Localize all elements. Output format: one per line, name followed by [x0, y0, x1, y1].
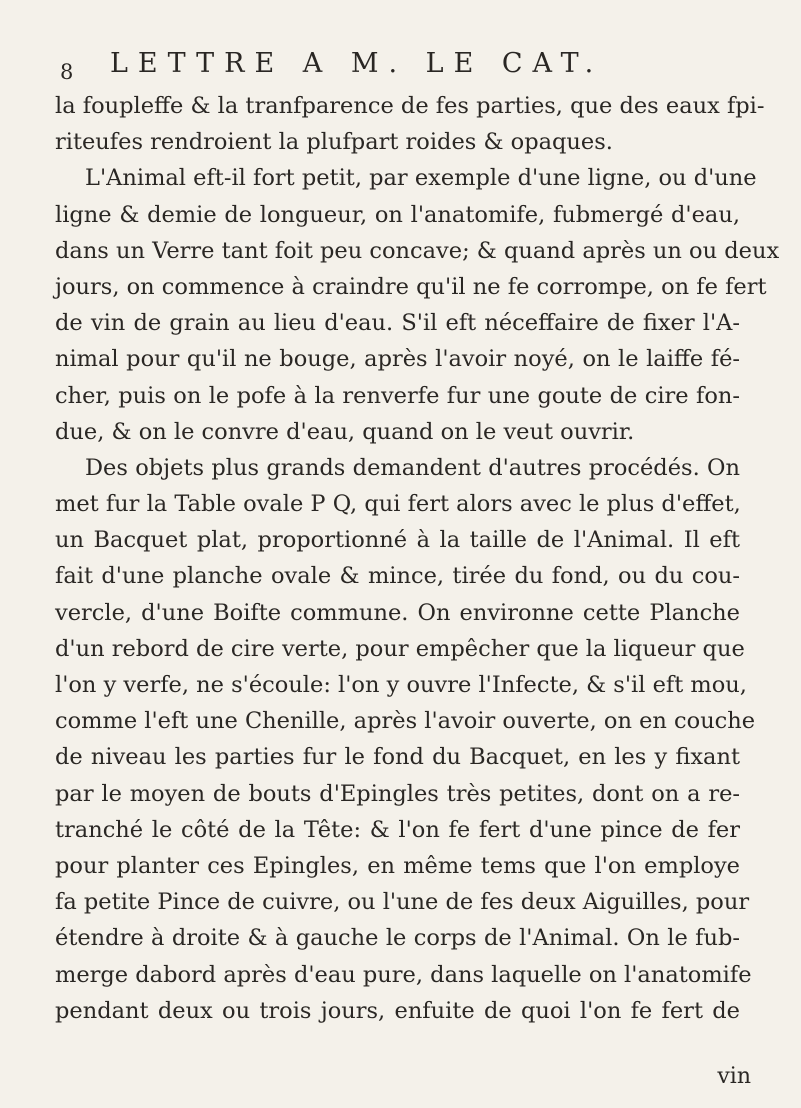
- text-line: fait d'une planche ovale & mince, tirée du fond, ou du cou-: [55, 563, 740, 590]
- paragraph-start-line: L'Animal eft-il fort petit, par exemple d'une ligne, ou d'une: [85, 165, 757, 192]
- body-text: [55, 88, 780, 1029]
- text-line: l'on y verfe, ne s'écoule: l'on y ouvre l'Infecte, & s'il eft mou,: [55, 672, 747, 698]
- page-number: 8: [60, 60, 75, 84]
- text-line: pour planter ces Epingles, en même tems que l'on employe: [55, 852, 740, 879]
- text-line: ligne & demie de longueur, on l'anatomife, fubmergé d'eau,: [55, 201, 740, 228]
- paragraph-start-line: Des objets plus grands demandent d'autres procédés. On: [85, 454, 740, 481]
- text-line: comme l'eft une Chenille, après l'avoir ouverte, on en couche: [55, 708, 756, 735]
- text-line: d'un rebord de cire verte, pour empêcher que la liqueur que: [55, 635, 745, 662]
- text-line: dans un Verre tant foit peu concave; & quand après un ou deux: [55, 237, 780, 264]
- text-line: par le moyen de bouts d'Epingles très petites, dont on a re-: [55, 780, 740, 807]
- catchword: vin: [717, 1064, 751, 1089]
- text-line: met fur la Table ovale P Q, qui fert alors avec le plus d'effet,: [55, 491, 741, 518]
- text-line: jours, on commence à craindre qu'il ne fe corrompe, on fe fert: [55, 273, 767, 300]
- text-line: un Bacquet plat, proportionné à la taille de l'Animal. Il eft: [55, 527, 740, 554]
- text-line: la foupleffe & la tranfparence de fes parties, que des eaux fpi-: [55, 93, 765, 119]
- text-line: merge dabord après d'eau pure, dans laquelle on l'anatomife: [55, 961, 752, 988]
- text-line: cher, puis on le pofe à la renverfe fur une goute de cire fon-: [55, 382, 740, 409]
- text-line: de vin de grain au lieu d'eau. S'il eft néceffaire de fixer l'A-: [55, 310, 740, 337]
- text-line: riteufes rendroient la plufpart roides & opaques.: [55, 129, 613, 156]
- text-line: de niveau les parties fur le fond du Bacquet, en les y fixant: [55, 744, 740, 771]
- running-title: LETTRE A M. LE CAT.: [110, 48, 604, 79]
- text-line: étendre à droite & à gauche le corps de l'Animal. On le fub-: [55, 925, 740, 952]
- text-line: vercle, d'une Boifte commune. On environne cette Planche: [55, 599, 740, 626]
- text-line: nimal pour qu'il ne bouge, après l'avoir noyé, on le laiffe fé-: [55, 346, 740, 373]
- text-line: fa petite Pince de cuivre, ou l'une de fes deux Aiguilles, pour: [55, 889, 750, 916]
- text-line: due, & on le convre d'eau, quand on le veut ouvrir.: [55, 418, 635, 445]
- text-line: pendant deux ou trois jours, enfuite de quoi l'on fe fert de: [55, 997, 740, 1024]
- text-line: tranché le côté de la Tête: & l'on fe fert d'une pince de fer: [55, 816, 740, 843]
